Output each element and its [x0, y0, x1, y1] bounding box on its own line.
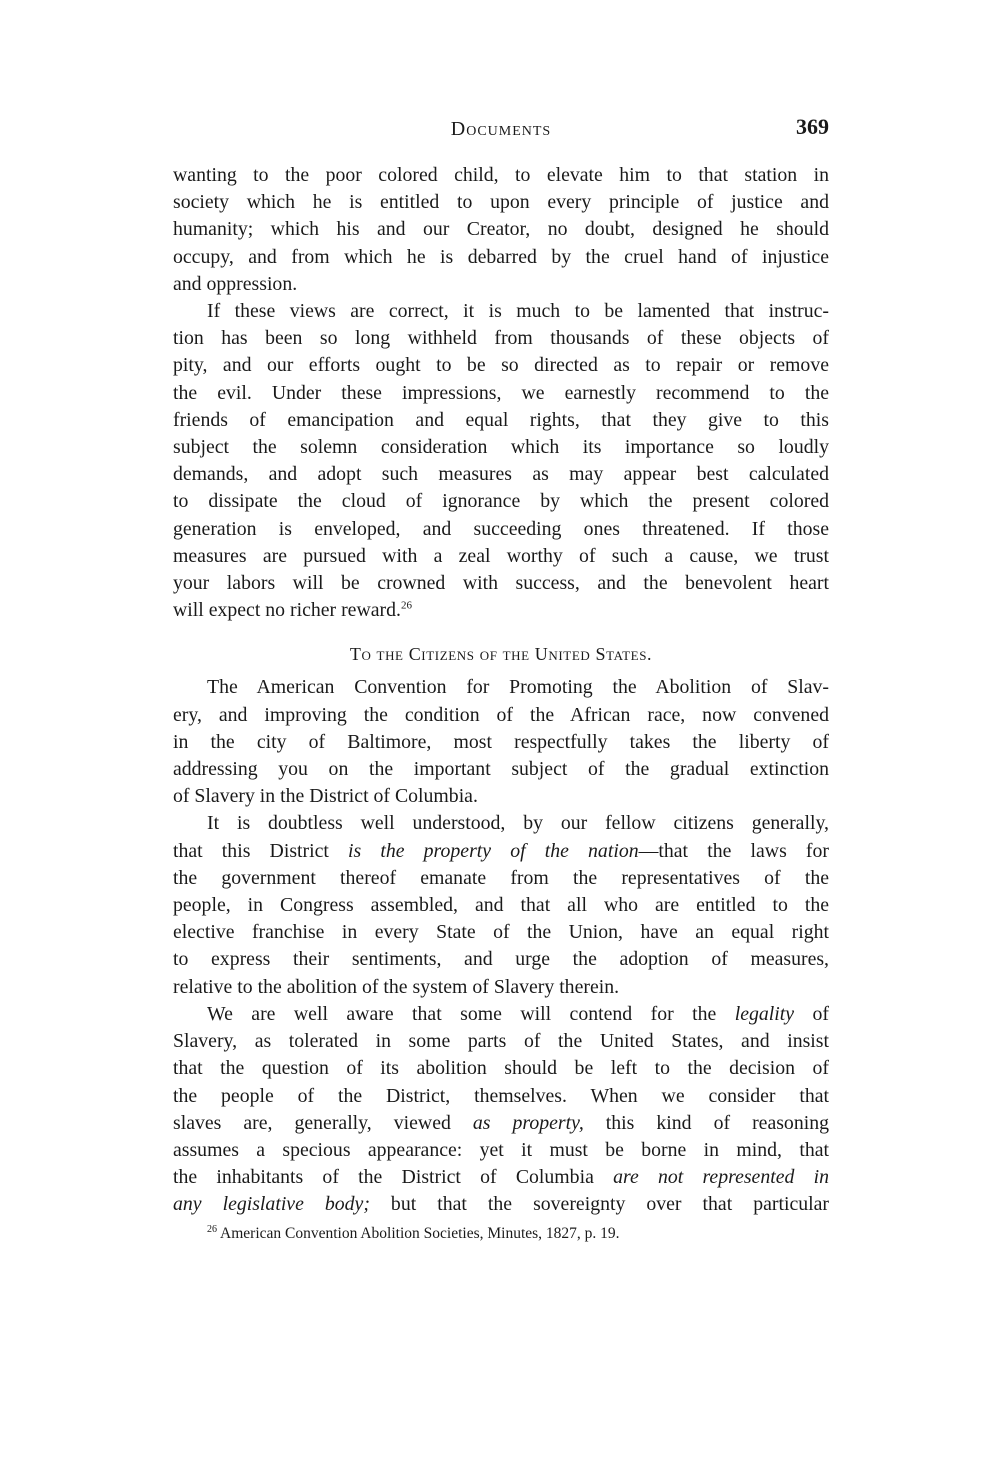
section-heading: To the Citizens of the United States.: [349, 644, 653, 665]
text-line: the evil. Under these impressions, we earnestly recommend to the: [173, 381, 829, 404]
text-line: measures are pursued with a zeal worthy of such a cause, we trust: [173, 544, 829, 567]
text-line: [173, 1110, 829, 1137]
italic-text: are not represented in: [613, 1166, 830, 1189]
text-line: that the question of its abolition should be left to the decision of: [173, 1057, 829, 1080]
text-line: [173, 597, 829, 624]
text-line: the government thereof emanate from the representatives of the: [173, 866, 829, 889]
text-run: the inhabitants of the District of Columbia: [173, 1166, 614, 1189]
text-line: your labors will be crowned with success, and the benevolent heart: [173, 572, 829, 595]
text-line: pity, and our efforts ought to be so directed as to repair or remove: [173, 354, 829, 377]
text-line: occupy, and from which he is debarred by the cruel hand of injustice: [173, 245, 829, 268]
italic-text: legality: [734, 1002, 795, 1025]
text-run: that this District: [173, 839, 349, 862]
body-text: [173, 162, 829, 1245]
text-line: generation is enveloped, and succeeding ones threatened. If those: [173, 517, 829, 540]
text-line: subject the solemn consideration which its importance so loudly: [173, 436, 829, 459]
footnote: [173, 1223, 829, 1245]
footnote-reference: 26: [400, 599, 412, 612]
text-line: If these views are correct, it is much to be lamented that instruc-: [207, 300, 829, 323]
paragraph-convention: [173, 674, 829, 810]
text-line: society which he is entitled to upon every principle of justice and: [173, 191, 829, 214]
running-head: [173, 112, 829, 148]
text-line: wanting to the poor colored child, to elevate him to that station in: [173, 164, 829, 186]
text-line: [173, 1164, 829, 1191]
text-line: [173, 1191, 829, 1218]
text-line: to express their sentiments, and urge the adoption of measures,: [173, 948, 829, 971]
text-line: tion has been so long withheld from thousands of these objects of: [173, 327, 829, 350]
text-run: —that the laws for: [638, 839, 829, 862]
text-line: assumes a specious appearance: yet it must be borne in mind, that: [173, 1138, 829, 1161]
document-page: [173, 112, 829, 1245]
text-line: of Slavery in the District of Columbia.: [173, 785, 478, 808]
text-line: It is doubtless well understood, by our fellow citizens generally,: [207, 812, 829, 835]
text-line: addressing you on the important subject of the gradual extinction: [173, 758, 829, 781]
text-line: demands, and adopt such measures as may appear best calculated: [173, 463, 829, 486]
running-head-title: Documents: [450, 118, 552, 140]
text-line: [173, 838, 829, 865]
last-line-text: will expect no richer reward.: [173, 599, 401, 622]
text-line: humanity; which his and our Creator, no doubt, designed he should: [173, 218, 829, 241]
footnote-number: 26: [207, 1223, 217, 1235]
page-number: 369: [796, 114, 829, 139]
italic-text: is the property of the nation: [348, 839, 639, 862]
text-line: and oppression.: [173, 272, 298, 295]
text-line: people, in Congress assembled, and that all who are entitled to the: [173, 894, 829, 917]
text-line: friends of emancipation and equal rights, that they give to this: [173, 408, 829, 431]
paragraph-district: [173, 810, 829, 1000]
italic-text: any legislative body;: [173, 1193, 370, 1216]
text-line: Slavery, as tolerated in some parts of the United States, and insist: [173, 1030, 829, 1053]
paragraph-views: [173, 298, 829, 624]
text-line: elective franchise in every State of the Union, have an equal right: [173, 921, 829, 944]
text-line: the people of the District, themselves. When we consider that: [173, 1084, 829, 1107]
text-line: to dissipate the cloud of ignorance by which the present colored: [173, 490, 829, 513]
text-line: in the city of Baltimore, most respectfully takes the liberty of: [173, 730, 829, 753]
italic-text: as property,: [472, 1111, 584, 1134]
text-line: ery, and improving the condition of the African race, now convened: [173, 703, 829, 726]
text-run: slaves are, generally, viewed: [173, 1111, 473, 1134]
footnote-text: American Convention Abolition Societies, Minutes, 1827, p. 19.: [220, 1224, 620, 1242]
text-run: of: [794, 1002, 829, 1025]
paragraph-legality: [173, 1001, 829, 1219]
text-run: but that the sovereignty over that particular: [369, 1193, 829, 1216]
paragraph-continuation: [173, 162, 829, 298]
text-run: this kind of reasoning: [583, 1111, 829, 1134]
text-line: The American Convention for Promoting the Abolition of Slav-: [207, 676, 829, 699]
text-run: We are well aware that some will contend for the: [207, 1002, 735, 1025]
text-line: relative to the abolition of the system of Slavery therein.: [173, 975, 620, 998]
text-line: [173, 1001, 829, 1028]
